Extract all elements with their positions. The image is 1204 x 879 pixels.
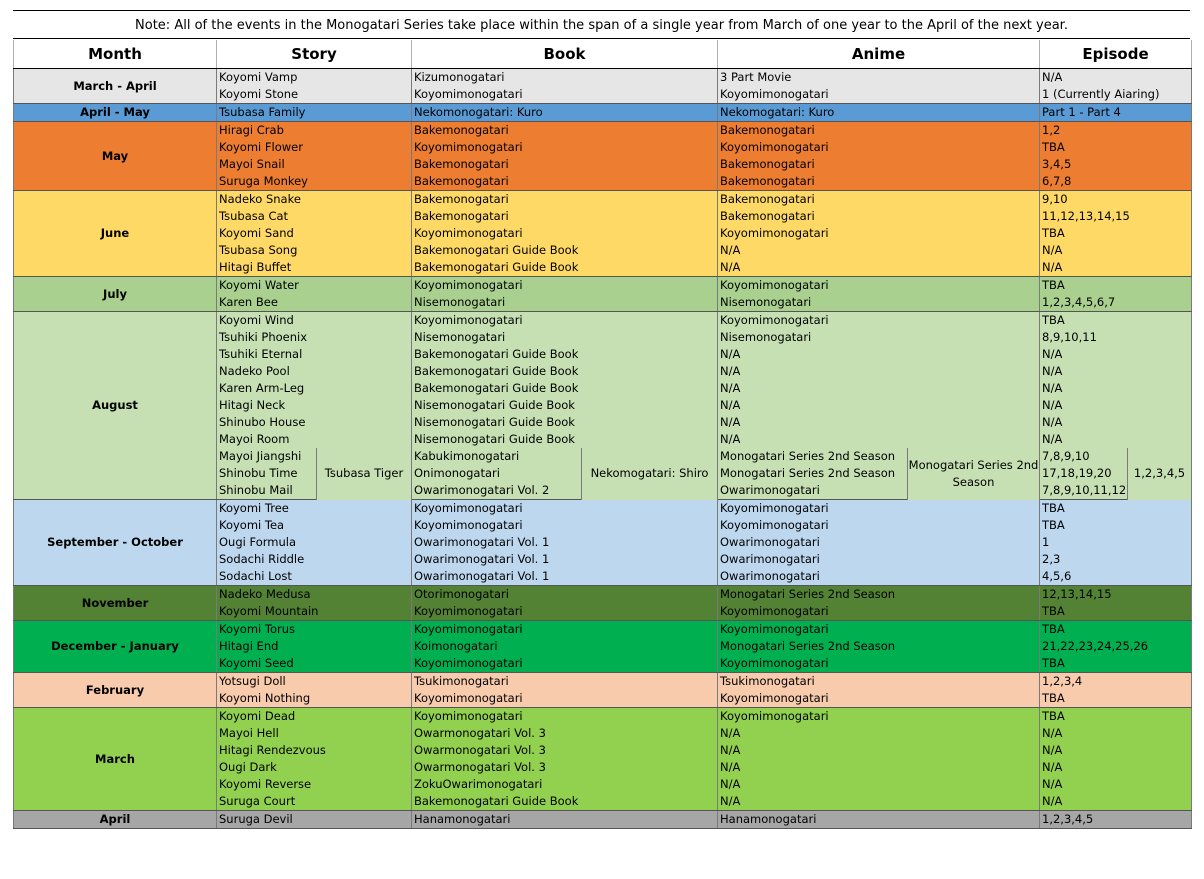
- episode-cell: N/A: [1040, 397, 1192, 414]
- story-cell: Shinubo House: [217, 414, 412, 431]
- month-cell: December - January: [14, 621, 217, 673]
- anime-cell: Koyomimonogatari: [718, 517, 1040, 534]
- table-row: [14, 277, 1192, 295]
- episode-cell: 7,8,9,10,11,12: [1040, 482, 1128, 500]
- episode-cell: 2,3: [1040, 551, 1192, 568]
- book-cell: Owarimonogatari Vol. 1: [412, 551, 718, 568]
- story-cell: Koyomi Mountain: [217, 603, 412, 621]
- story-cell: Shinobu Time: [217, 465, 317, 482]
- anime-cell: Monogatari Series 2nd Season: [718, 465, 908, 482]
- story-cell: Shinobu Mail: [217, 482, 317, 500]
- story-cell: Sodachi Lost: [217, 568, 412, 586]
- anime-cell: N/A: [718, 397, 1040, 414]
- anime-cell: Koyomimonogatari: [718, 86, 1040, 104]
- book-cell: Koyomimonogatari: [412, 225, 718, 242]
- anime-cell: Koyomimonogatari: [718, 225, 1040, 242]
- episode-cell: TBA: [1040, 139, 1192, 156]
- book-cell: Nekomonogatari: Kuro: [412, 104, 718, 122]
- book-cell: Owarmonogatari Vol. 3: [412, 759, 718, 776]
- anime-cell: Bakemonogatari: [718, 208, 1040, 225]
- book-cell: Koyomimonogatari: [412, 500, 718, 518]
- anime-cell: N/A: [718, 793, 1040, 811]
- header-month: Month: [14, 40, 217, 69]
- story-cell: Tsuhiki Eternal: [217, 346, 412, 363]
- anime-cell: Koyomimonogatari: [718, 690, 1040, 708]
- book-cell: Owarmonogatari Vol. 3: [412, 725, 718, 742]
- header-episode: Episode: [1040, 40, 1192, 69]
- episode-cell: 8,9,10,11: [1040, 329, 1192, 346]
- episode-cell: N/A: [1040, 793, 1192, 811]
- episode-cell: N/A: [1040, 380, 1192, 397]
- episode-cell: 11,12,13,14,15: [1040, 208, 1192, 225]
- header-book: Book: [412, 40, 718, 69]
- episode-side-cell: 1,2,3,4,5: [1128, 448, 1192, 500]
- episode-cell: 1,2,3,4,5: [1040, 811, 1192, 829]
- note-banner: Note: All of the events in the Monogatari Series take place within the span of a single year from March of one year to the April of the next year.: [13, 10, 1190, 39]
- table-body: [14, 69, 1192, 829]
- book-cell: Koyomimonogatari: [412, 277, 718, 295]
- story-cell: Koyomi Tree: [217, 500, 412, 518]
- anime-cell: Koyomimonogatari: [718, 500, 1040, 518]
- anime-cell: Monogatari Series 2nd Season: [718, 586, 1040, 604]
- episode-cell: 3,4,5: [1040, 156, 1192, 173]
- book-side-cell: Nekomogatari: Shiro: [582, 448, 718, 500]
- table-row: [14, 673, 1192, 691]
- story-cell: Karen Arm-Leg: [217, 380, 412, 397]
- anime-cell: N/A: [718, 259, 1040, 277]
- anime-cell: Koyomimonogatari: [718, 603, 1040, 621]
- book-cell: Nisemonogatari Guide Book: [412, 431, 718, 448]
- book-cell: Koyomimonogatari: [412, 517, 718, 534]
- book-cell: Koyomimonogatari: [412, 655, 718, 673]
- anime-cell: Nekomogatari: Kuro: [718, 104, 1040, 122]
- anime-cell: Hanamonogatari: [718, 811, 1040, 829]
- anime-cell: Koyomimonogatari: [718, 139, 1040, 156]
- story-cell: Koyomi Dead: [217, 708, 412, 726]
- anime-side-cell: Monogatari Series 2nd Season: [908, 448, 1040, 500]
- book-cell: Koyomimonogatari: [412, 86, 718, 104]
- anime-cell: Owarimonogatari: [718, 534, 1040, 551]
- month-cell: February: [14, 673, 217, 708]
- story-cell: Hiragi Crab: [217, 122, 412, 140]
- episode-cell: N/A: [1040, 69, 1192, 87]
- book-cell: Bakemonogatari: [412, 173, 718, 191]
- story-cell: Nadeko Snake: [217, 191, 412, 209]
- book-cell: Nisemonogatari: [412, 294, 718, 312]
- episode-cell: 21,22,23,24,25,26: [1040, 638, 1192, 655]
- anime-cell: Bakemonogatari: [718, 173, 1040, 191]
- month-cell: September - October: [14, 500, 217, 586]
- month-cell: March: [14, 708, 217, 811]
- episode-cell: 6,7,8: [1040, 173, 1192, 191]
- story-cell: Suruga Court: [217, 793, 412, 811]
- table-row: [14, 191, 1192, 209]
- story-cell: Karen Bee: [217, 294, 412, 312]
- book-cell: Kabukimonogatari: [412, 448, 582, 465]
- story-side-cell: Tsubasa Tiger: [317, 448, 412, 500]
- anime-cell: Owarimonogatari: [718, 551, 1040, 568]
- story-cell: Koyomi Tea: [217, 517, 412, 534]
- anime-cell: N/A: [718, 725, 1040, 742]
- anime-cell: Nisemonogatari: [718, 329, 1040, 346]
- anime-cell: Bakemonogatari: [718, 156, 1040, 173]
- episode-cell: TBA: [1040, 277, 1192, 295]
- book-cell: Koyomimonogatari: [412, 312, 718, 330]
- month-cell: November: [14, 586, 217, 621]
- month-cell: June: [14, 191, 217, 277]
- anime-cell: N/A: [718, 380, 1040, 397]
- table-row: [14, 500, 1192, 518]
- anime-cell: Owarimonogatari: [718, 568, 1040, 586]
- month-cell: April: [14, 811, 217, 829]
- episode-cell: TBA: [1040, 500, 1192, 518]
- story-cell: Suruga Monkey: [217, 173, 412, 191]
- episode-cell: 1 (Currently Aiaring): [1040, 86, 1192, 104]
- episode-cell: 9,10: [1040, 191, 1192, 209]
- story-cell: Mayoi Jiangshi: [217, 448, 317, 465]
- story-cell: Mayoi Hell: [217, 725, 412, 742]
- episode-cell: TBA: [1040, 708, 1192, 726]
- header-row: [14, 40, 1192, 69]
- episode-cell: 1,2,3,4: [1040, 673, 1192, 691]
- anime-cell: N/A: [718, 346, 1040, 363]
- episode-cell: TBA: [1040, 603, 1192, 621]
- story-cell: Mayoi Room: [217, 431, 412, 448]
- anime-cell: Owarimonogatari: [718, 482, 908, 500]
- book-cell: ZokuOwarimonogatari: [412, 776, 718, 793]
- anime-cell: Monogatari Series 2nd Season: [718, 638, 1040, 655]
- anime-cell: Monogatari Series 2nd Season: [718, 448, 908, 465]
- story-cell: Hitagi Rendezvous: [217, 742, 412, 759]
- story-cell: Mayoi Snail: [217, 156, 412, 173]
- episode-cell: TBA: [1040, 312, 1192, 330]
- book-cell: Owarimonogatari Vol. 1: [412, 534, 718, 551]
- episode-cell: TBA: [1040, 690, 1192, 708]
- story-cell: Tsubasa Song: [217, 242, 412, 259]
- book-cell: Tsukimonogatari: [412, 673, 718, 691]
- table-row: [14, 621, 1192, 639]
- anime-cell: Bakemonogatari: [718, 191, 1040, 209]
- book-cell: Bakemonogatari Guide Book: [412, 380, 718, 397]
- story-cell: Suruga Devil: [217, 811, 412, 829]
- story-cell: Tsubasa Family: [217, 104, 412, 122]
- story-cell: Hitagi Neck: [217, 397, 412, 414]
- month-cell: August: [14, 312, 217, 500]
- story-cell: Koyomi Flower: [217, 139, 412, 156]
- story-cell: Nadeko Medusa: [217, 586, 412, 604]
- book-cell: Koyomimonogatari: [412, 603, 718, 621]
- story-cell: Koyomi Torus: [217, 621, 412, 639]
- episode-cell: 17,18,19,20: [1040, 465, 1128, 482]
- book-cell: Bakemonogatari Guide Book: [412, 242, 718, 259]
- book-cell: Bakemonogatari Guide Book: [412, 259, 718, 277]
- episode-cell: TBA: [1040, 517, 1192, 534]
- table-row: [14, 69, 1192, 87]
- story-cell: Koyomi Nothing: [217, 690, 412, 708]
- story-cell: Nadeko Pool: [217, 363, 412, 380]
- book-cell: Onimonogatari: [412, 465, 582, 482]
- book-cell: Bakemonogatari: [412, 156, 718, 173]
- episode-cell: N/A: [1040, 776, 1192, 793]
- episode-cell: N/A: [1040, 742, 1192, 759]
- table-row: [14, 811, 1192, 829]
- anime-cell: Nisemonogatari: [718, 294, 1040, 312]
- book-cell: Nisemonogatari Guide Book: [412, 397, 718, 414]
- book-cell: Bakemonogatari: [412, 191, 718, 209]
- episode-cell: N/A: [1040, 259, 1192, 277]
- header-anime: Anime: [718, 40, 1040, 69]
- book-cell: Bakemonogatari Guide Book: [412, 363, 718, 380]
- anime-cell: Koyomimonogatari: [718, 621, 1040, 639]
- book-cell: Hanamonogatari: [412, 811, 718, 829]
- book-cell: Owarimonogatari Vol. 2: [412, 482, 582, 500]
- book-cell: Koyomimonogatari: [412, 708, 718, 726]
- book-cell: Otorimonogatari: [412, 586, 718, 604]
- book-cell: Koyomimonogatari: [412, 690, 718, 708]
- story-cell: Koyomi Water: [217, 277, 412, 295]
- anime-cell: N/A: [718, 759, 1040, 776]
- story-cell: Hitagi End: [217, 638, 412, 655]
- book-cell: Nisemonogatari: [412, 329, 718, 346]
- table-row: [14, 312, 1192, 330]
- story-cell: Koyomi Vamp: [217, 69, 412, 87]
- anime-cell: N/A: [718, 242, 1040, 259]
- book-cell: Owarimonogatari Vol. 1: [412, 568, 718, 586]
- story-cell: Tsubasa Cat: [217, 208, 412, 225]
- anime-cell: N/A: [718, 742, 1040, 759]
- episode-cell: N/A: [1040, 346, 1192, 363]
- book-cell: Nisemonogatari Guide Book: [412, 414, 718, 431]
- anime-cell: N/A: [718, 431, 1040, 448]
- story-cell: Tsuhiki Phoenix: [217, 329, 412, 346]
- anime-cell: Koyomimonogatari: [718, 655, 1040, 673]
- story-cell: Ougi Formula: [217, 534, 412, 551]
- book-cell: Kizumonogatari: [412, 69, 718, 87]
- timeline-table: [13, 40, 1192, 829]
- story-cell: Sodachi Riddle: [217, 551, 412, 568]
- table-row: [14, 586, 1192, 604]
- book-cell: Bakemonogatari: [412, 122, 718, 140]
- episode-cell: 4,5,6: [1040, 568, 1192, 586]
- book-cell: Bakemonogatari Guide Book: [412, 793, 718, 811]
- table-row: [14, 104, 1192, 122]
- anime-cell: N/A: [718, 776, 1040, 793]
- book-cell: Bakemonogatari: [412, 208, 718, 225]
- header-story: Story: [217, 40, 412, 69]
- episode-cell: N/A: [1040, 414, 1192, 431]
- table-row: [14, 708, 1192, 726]
- book-cell: Koimonogatari: [412, 638, 718, 655]
- anime-cell: Koyomimonogatari: [718, 312, 1040, 330]
- episode-cell: 1: [1040, 534, 1192, 551]
- story-cell: Koyomi Reverse: [217, 776, 412, 793]
- month-cell: March - April: [14, 69, 217, 104]
- episode-cell: TBA: [1040, 225, 1192, 242]
- story-cell: Koyomi Sand: [217, 225, 412, 242]
- anime-cell: Koyomimonogatari: [718, 708, 1040, 726]
- month-cell: April - May: [14, 104, 217, 122]
- month-cell: May: [14, 122, 217, 191]
- anime-cell: 3 Part Movie: [718, 69, 1040, 87]
- episode-cell: 12,13,14,15: [1040, 586, 1192, 604]
- anime-cell: Koyomimonogatari: [718, 277, 1040, 295]
- anime-cell: N/A: [718, 363, 1040, 380]
- anime-cell: Bakemonogatari: [718, 122, 1040, 140]
- episode-cell: 1,2: [1040, 122, 1192, 140]
- table-row: [14, 122, 1192, 140]
- episode-cell: N/A: [1040, 363, 1192, 380]
- episode-cell: N/A: [1040, 759, 1192, 776]
- book-cell: Bakemonogatari Guide Book: [412, 346, 718, 363]
- anime-cell: N/A: [718, 414, 1040, 431]
- story-cell: Koyomi Stone: [217, 86, 412, 104]
- book-cell: Koyomimonogatari: [412, 621, 718, 639]
- story-cell: Ougi Dark: [217, 759, 412, 776]
- month-cell: July: [14, 277, 217, 312]
- episode-cell: TBA: [1040, 621, 1192, 639]
- story-cell: Yotsugi Doll: [217, 673, 412, 691]
- story-cell: Koyomi Wind: [217, 312, 412, 330]
- episode-cell: 7,8,9,10: [1040, 448, 1128, 465]
- episode-cell: N/A: [1040, 242, 1192, 259]
- book-cell: Owarmonogatari Vol. 3: [412, 742, 718, 759]
- story-cell: Koyomi Seed: [217, 655, 412, 673]
- episode-cell: Part 1 - Part 4: [1040, 104, 1192, 122]
- episode-cell: N/A: [1040, 725, 1192, 742]
- episode-cell: 1,2,3,4,5,6,7: [1040, 294, 1192, 312]
- anime-cell: Tsukimonogatari: [718, 673, 1040, 691]
- story-cell: Hitagi Buffet: [217, 259, 412, 277]
- episode-cell: TBA: [1040, 655, 1192, 673]
- episode-cell: N/A: [1040, 431, 1192, 448]
- book-cell: Koyomimonogatari: [412, 139, 718, 156]
